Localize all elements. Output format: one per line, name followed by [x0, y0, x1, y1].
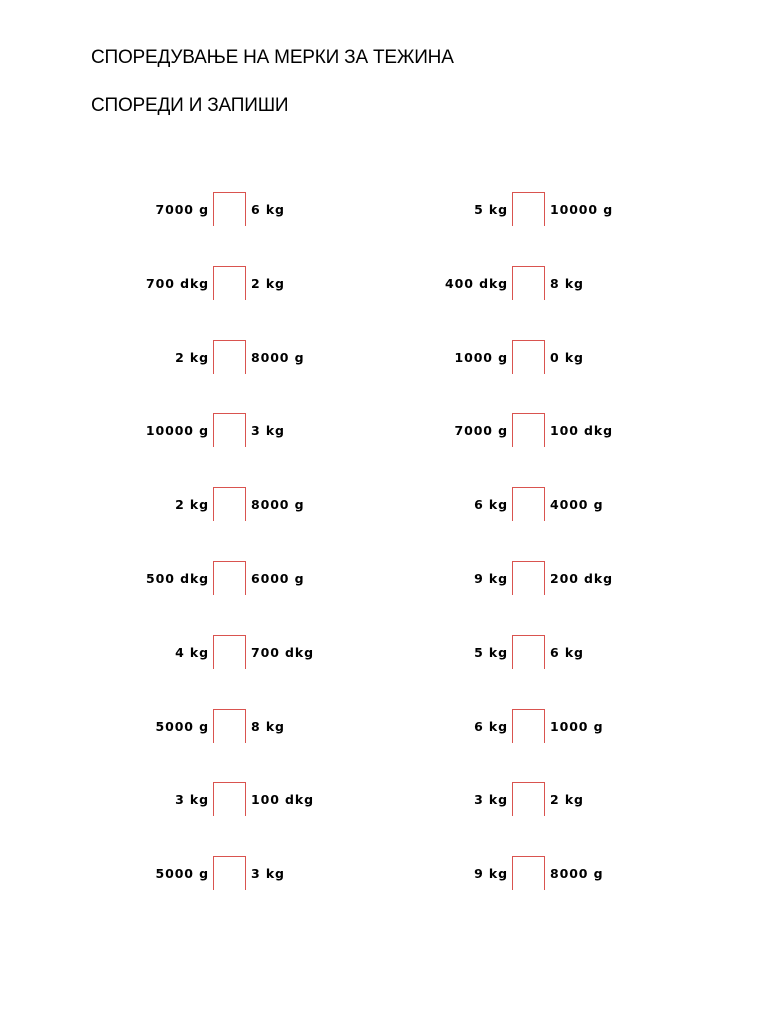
left-quantity: 7000 g: [454, 423, 508, 439]
comparison-answer-box[interactable]: [213, 487, 246, 521]
left-quantity: 4 kg: [175, 644, 209, 660]
comparison-answer-box[interactable]: [512, 340, 545, 374]
comparison-answer-box[interactable]: [213, 709, 246, 743]
right-quantity: 2 kg: [251, 275, 285, 291]
right-quantity: 8000 g: [251, 497, 305, 513]
left-quantity: 5 kg: [474, 644, 508, 660]
right-quantity: 3 kg: [251, 423, 285, 439]
left-quantity: 10000 g: [145, 423, 209, 439]
comparison-answer-box[interactable]: [512, 413, 545, 447]
comparison-answer-box[interactable]: [213, 340, 246, 374]
left-quantity: 7000 g: [155, 202, 209, 217]
right-quantity: 2 kg: [550, 792, 584, 808]
comparison-answer-box[interactable]: [213, 192, 246, 226]
left-quantity: 5000 g: [155, 866, 209, 882]
left-quantity: 3 kg: [175, 792, 209, 808]
left-quantity: 2 kg: [175, 349, 209, 365]
worksheet-instruction: СПОРЕДИ И ЗАПИШИ: [91, 95, 289, 116]
right-quantity: 10000 g: [550, 202, 614, 217]
left-quantity: 1000 g: [454, 349, 508, 365]
right-quantity: 700 dkg: [251, 644, 314, 660]
right-quantity: 100 dkg: [550, 423, 613, 439]
left-quantity: 6 kg: [474, 497, 508, 513]
right-quantity: 100 dkg: [251, 792, 314, 808]
right-quantity: 200 dkg: [550, 571, 613, 586]
left-quantity: 6 kg: [474, 718, 508, 734]
left-quantity: 9 kg: [474, 866, 508, 882]
left-quantity: 400 dkg: [445, 275, 508, 291]
left-quantity: 2 kg: [175, 497, 209, 513]
worksheet-title: СПОРЕДУВАЊЕ НА МЕРКИ ЗА ТЕЖИНА: [91, 47, 454, 68]
right-quantity: 0 kg: [550, 349, 584, 365]
right-quantity: 8 kg: [550, 275, 584, 291]
comparison-answer-box[interactable]: [512, 487, 545, 521]
comparison-answer-box[interactable]: [213, 635, 246, 669]
right-quantity: 4000 g: [550, 497, 604, 513]
left-quantity: 5 kg: [474, 202, 508, 217]
left-quantity: 5000 g: [155, 718, 209, 734]
left-quantity: 3 kg: [474, 792, 508, 808]
comparison-answer-box[interactable]: [512, 856, 545, 890]
right-quantity: 8 kg: [251, 718, 285, 734]
comparison-answer-box[interactable]: [512, 635, 545, 669]
comparison-answer-box[interactable]: [512, 782, 545, 816]
comparison-answer-box[interactable]: [213, 782, 246, 816]
comparison-answer-box[interactable]: [213, 561, 246, 595]
comparison-answer-box[interactable]: [512, 266, 545, 300]
right-quantity: 6000 g: [251, 571, 305, 586]
right-quantity: 8000 g: [251, 349, 305, 365]
right-quantity: 1000 g: [550, 718, 604, 734]
comparison-answer-box[interactable]: [512, 192, 545, 226]
left-quantity: 700 dkg: [146, 275, 209, 291]
left-quantity: 500 dkg: [146, 571, 209, 586]
comparison-answer-box[interactable]: [213, 266, 246, 300]
right-quantity: 8000 g: [550, 866, 604, 882]
comparison-answer-box[interactable]: [213, 856, 246, 890]
comparison-answer-box[interactable]: [213, 413, 246, 447]
left-quantity: 9 kg: [474, 571, 508, 586]
comparison-answer-box[interactable]: [512, 709, 545, 743]
right-quantity: 3 kg: [251, 866, 285, 882]
right-quantity: 6 kg: [550, 644, 584, 660]
right-quantity: 6 kg: [251, 202, 285, 217]
comparison-answer-box[interactable]: [512, 561, 545, 595]
